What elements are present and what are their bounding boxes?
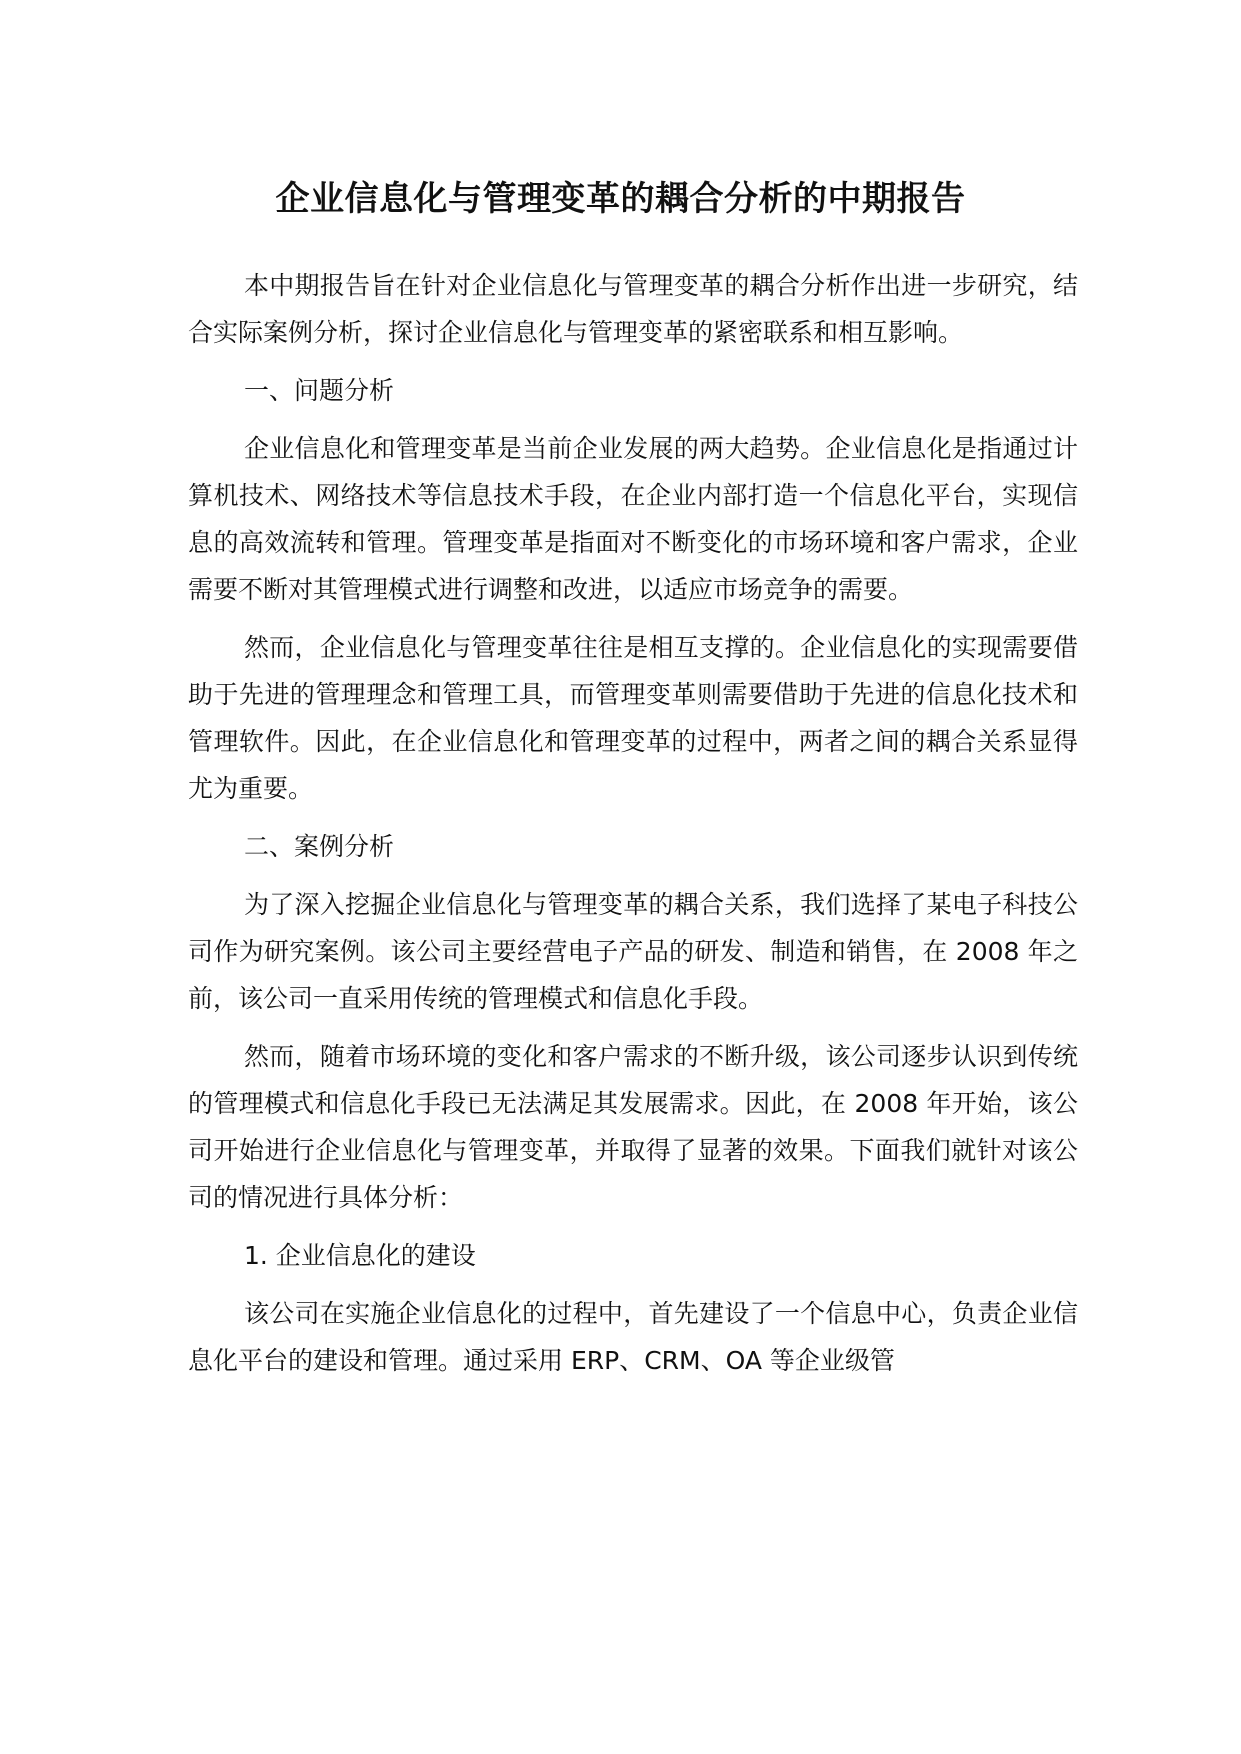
- paragraph-problem-2: 然而，企业信息化与管理变革往往是相互支撑的。企业信息化的实现需要借助于先进的管理理念和管理工具，而管理变革则需要借助于先进的信息化技术和管理软件。因此，在企业信息化和管理变革的过程中，两者之间的耦合关系显得尤为重要。: [188, 633, 1078, 803]
- document-body: [188, 262, 1078, 1384]
- paragraph-case-2: 然而，随着市场环境的变化和客户需求的不断升级，该公司逐步认识到传统的管理模式和信息化手段已无法满足其发展需求。因此，在 2008 年开始，该公司开始进行企业信息化与管理变革，并取得了显著的效果。下面我们就针对该公司的情况进行具体分析：: [188, 1042, 1078, 1212]
- paragraph-case-1: 为了深入挖掘企业信息化与管理变革的耦合关系，我们选择了某电子科技公司作为研究案例。该公司主要经营电子产品的研发、制造和销售，在 2008 年之前，该公司一直采用传统的管理模式和信息化手段。: [188, 890, 1078, 1013]
- document-title: 企业信息化与管理变革的耦合分析的中期报告: [275, 179, 966, 219]
- section-heading-problem: 一、问题分析: [244, 376, 395, 405]
- section-heading-case: 二、案例分析: [244, 832, 395, 861]
- paragraph-it-construction: 该公司在实施企业信息化的过程中，首先建设了一个信息中心，负责企业信息化平台的建设和管理。通过采用 ERP、CRM、OA 等企业级管: [188, 1299, 1078, 1375]
- paragraph-problem-1: 企业信息化和管理变革是当前企业发展的两大趋势。企业信息化是指通过计算机技术、网络技术等信息技术手段，在企业内部打造一个信息化平台，实现信息的高效流转和管理。管理变革是指面对不断变化的市场环境和客户需求，企业需要不断对其管理模式进行调整和改进，以适应市场竞争的需要。: [188, 434, 1078, 604]
- paragraph-intro: 本中期报告旨在针对企业信息化与管理变革的耦合分析作出进一步研究，结合实际案例分析，探讨企业信息化与管理变革的紧密联系和相互影响。: [188, 271, 1078, 347]
- subsection-heading-it-construction: 1. 企业信息化的建设: [244, 1241, 476, 1270]
